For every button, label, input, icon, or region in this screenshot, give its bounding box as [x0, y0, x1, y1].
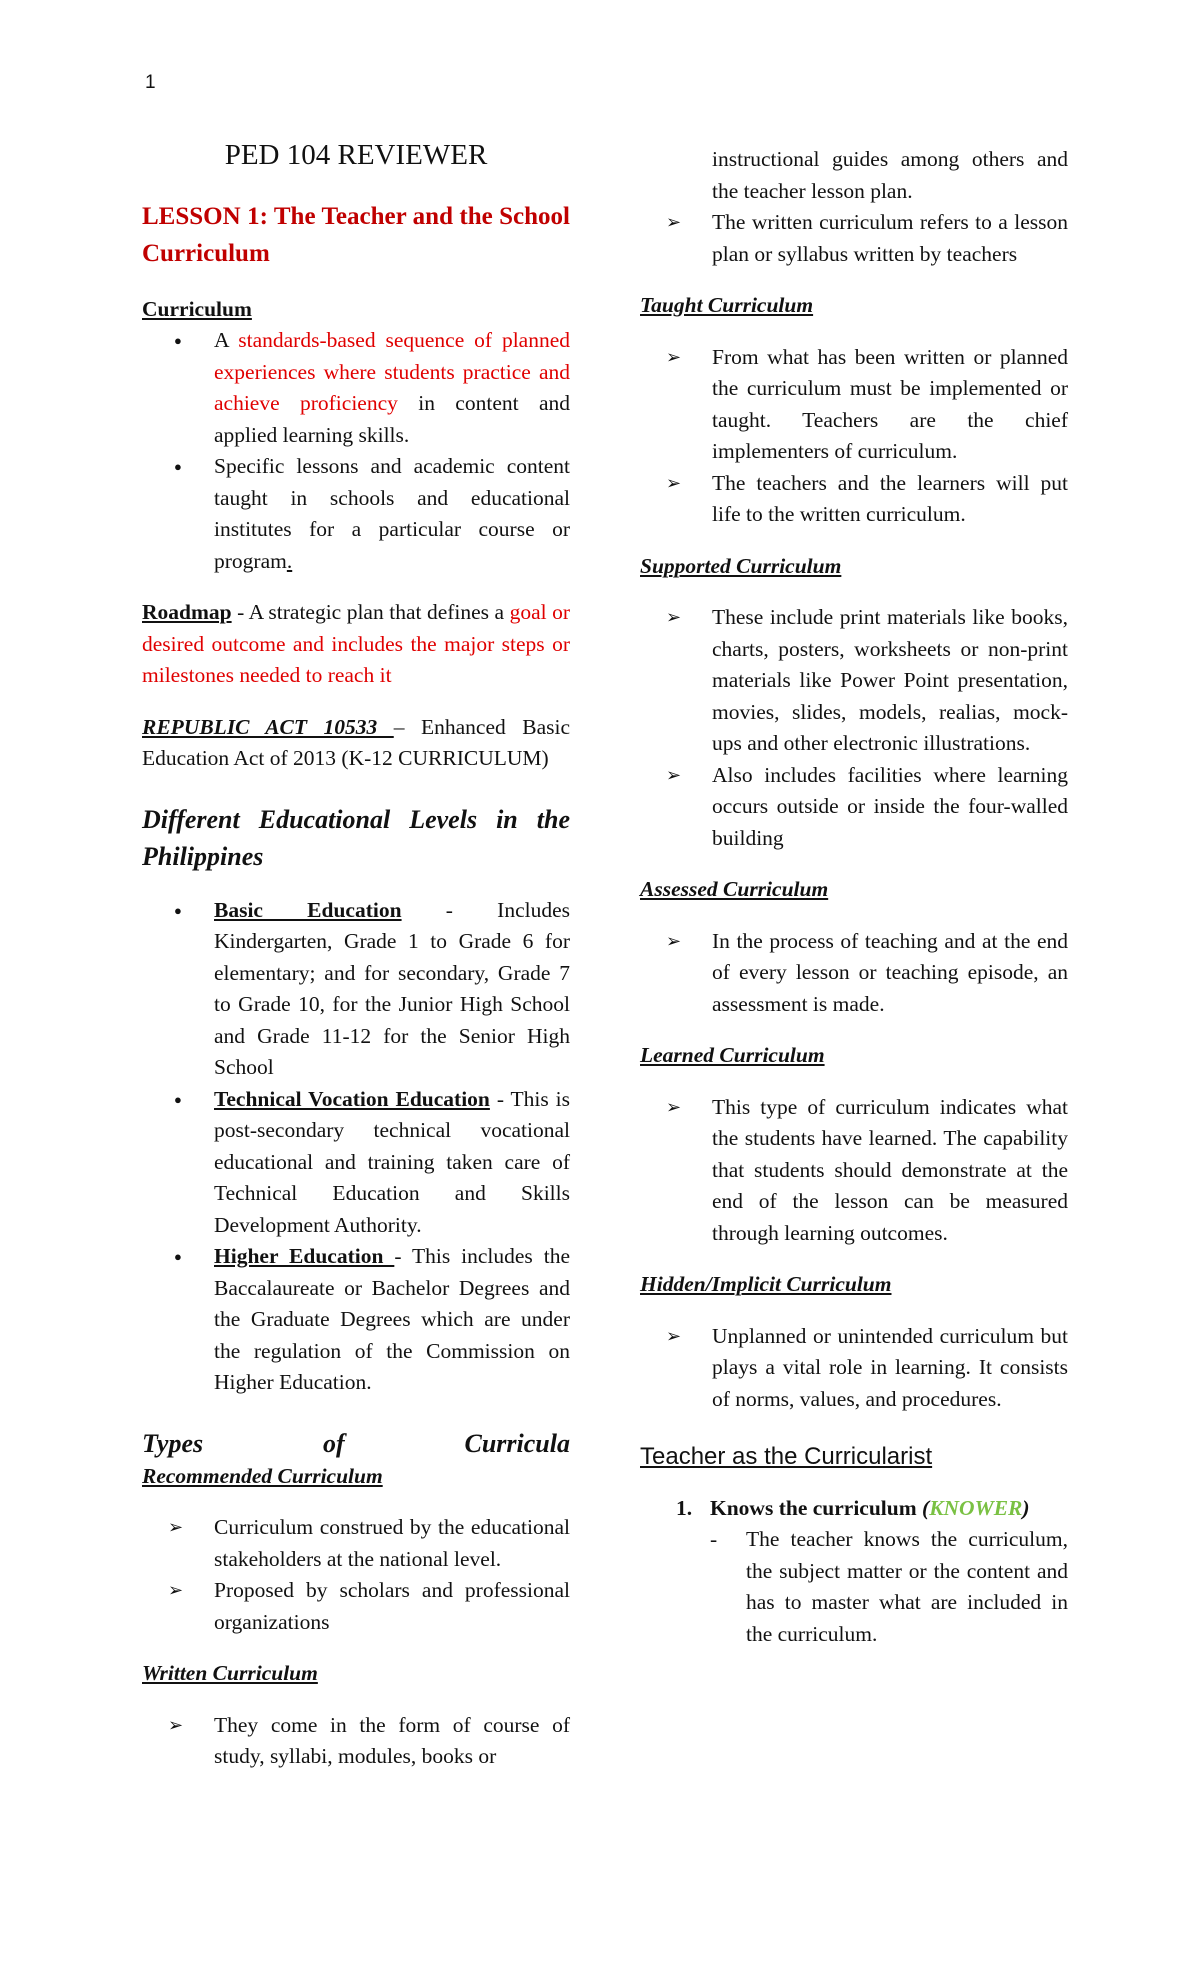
curriculum-definitions: [142, 325, 570, 577]
list-item: ➢ Proposed by scholars and professional organizations: [142, 1575, 570, 1638]
republic-act-paragraph: REPUBLIC ACT 10533 – Enhanced Basic Education Act of 2013 (K-12 CURRICULUM): [142, 714, 570, 770]
lesson-title: LESSON 1: The Teacher and the School Curriculum: [142, 202, 570, 267]
document-title: PED 104 REVIEWER: [224, 139, 488, 171]
curriculum-heading: Curriculum: [142, 296, 252, 321]
list-item: ➢ They come in the form of course of study, syllabi, modules, books or: [142, 1710, 570, 1773]
recommended-heading: Recommended Curriculum: [142, 1463, 383, 1488]
roadmap-paragraph: Roadmap - A strategic plan that defines a goal or desired outcome and includes the major steps or milestones needed to reach it: [142, 600, 570, 687]
arrow-bullet-icon: ➢: [666, 1325, 682, 1347]
recommended-list: [142, 1512, 570, 1638]
arrow-bullet-icon: ➢: [666, 472, 682, 494]
hidden-heading: Hidden/Implicit Curriculum: [640, 1272, 892, 1296]
list-item: ➢ From what has been written or planned the curriculum must be implemented or taught. Teachers are the chief implementers of curriculum.: [640, 342, 1068, 468]
arrow-bullet-icon: ➢: [168, 1580, 184, 1601]
arrow-bullet-icon: ➢: [666, 607, 682, 628]
curricularist-heading: Teacher as the Curricularist: [640, 1443, 933, 1470]
learned-list: [640, 1092, 1068, 1250]
role-label: KNOWER: [929, 1495, 1023, 1520]
list-item: ➢ Curriculum construed by the educational stakeholders at the national level.: [142, 1512, 570, 1575]
assessed-heading: Assessed Curriculum: [640, 877, 829, 901]
taught-heading: Taught Curriculum: [640, 293, 814, 317]
assessed-list: [640, 926, 1068, 1021]
supported-heading: Supported Curriculum: [640, 553, 842, 578]
list-item: ● Basic Education - Includes Kindergarten, Grade 1 to Grade 6 for elementary; and for secondary, Grade 7 to Grade 10, for the Junior High School and Grade 11-12 for the Senior High School: [142, 895, 570, 1084]
arrow-bullet-icon: ➢: [168, 1714, 184, 1736]
numbered-item-description: - The teacher knows the curriculum, the subject matter or the content and has to master what are included in the curriculum.: [710, 1527, 1068, 1646]
arrow-bullet-icon: ➢: [666, 346, 682, 368]
list-item: ● Specific lessons and academic content taught in schools and educational institutes for a particular course or program.: [142, 451, 570, 577]
levels-heading: Different Educational Levels in the Philippines: [142, 804, 570, 871]
list-item: ➢ Also includes facilities where learning occurs outside or inside the four-walled building: [640, 760, 1068, 855]
list-item: ➢ In the process of teaching and at the end of every lesson or teaching episode, an assessment is made.: [640, 926, 1068, 1021]
learned-heading: Learned Curriculum: [640, 1043, 825, 1067]
numbered-item: 1. Knows the curriculum (KNOWER): [676, 1495, 1030, 1520]
right-column: [640, 144, 1068, 1650]
arrow-bullet-icon: ➢: [666, 212, 682, 233]
republic-act-term: REPUBLIC ACT 10533: [142, 714, 394, 739]
hidden-list: [640, 1321, 1068, 1416]
written-heading: Written Curriculum: [142, 1661, 318, 1685]
types-heading: Types of Curricula: [142, 1428, 570, 1458]
list-item: ● Technical Vocation Education - This is post-secondary technical vocational educational and training taken care of Technical Education and Skills Development Authority.: [142, 1084, 570, 1242]
list-item: ➢ The teachers and the learners will put life to the written curriculum.: [640, 468, 1068, 531]
list-item: ● A standards-based sequence of planned experiences where students practice and achieve proficiency in content and applied learning skills.: [142, 325, 570, 451]
supported-list: [640, 602, 1068, 854]
roadmap-term: Roadmap: [142, 600, 232, 624]
arrow-bullet-icon: ➢: [666, 1096, 682, 1118]
arrow-bullet-icon: ➢: [168, 1517, 184, 1538]
written-list-part2: [640, 144, 1068, 270]
list-item-continued: instructional guides among others and the teacher lesson plan.: [712, 147, 1068, 203]
list-item: ➢ Unplanned or unintended curriculum but plays a vital role in learning. It consists of norms, values, and procedures.: [640, 1321, 1068, 1416]
arrow-bullet-icon: ➢: [666, 764, 682, 786]
written-list-part1: [142, 1710, 570, 1773]
highlight-red: standards-based sequence of planned experiences where students practice and achieve proficiency: [214, 328, 571, 415]
arrow-bullet-icon: ➢: [666, 930, 682, 952]
list-item: ➢ The written curriculum refers to a lesson plan or syllabus written by teachers: [640, 207, 1068, 270]
page-number: 1: [145, 72, 156, 93]
list-item: ● Higher Education - This includes the Baccalaureate or Bachelor Degrees and the Graduate Degrees which are under the regulation of the Commission on Higher Education.: [142, 1241, 570, 1399]
taught-list: [640, 342, 1068, 531]
levels-list: [142, 895, 570, 1399]
list-item: ➢ This type of curriculum indicates what the students have learned. The capability that students should demonstrate at the end of the lesson can be measured through learning outcomes.: [640, 1092, 1068, 1250]
list-item: ➢ These include print materials like books, charts, posters, worksheets or non-print materials like Power Point presentation, movies, slides, models, realias, mock-ups and other electronic illustrations.: [640, 602, 1068, 760]
left-column: [142, 140, 570, 1773]
